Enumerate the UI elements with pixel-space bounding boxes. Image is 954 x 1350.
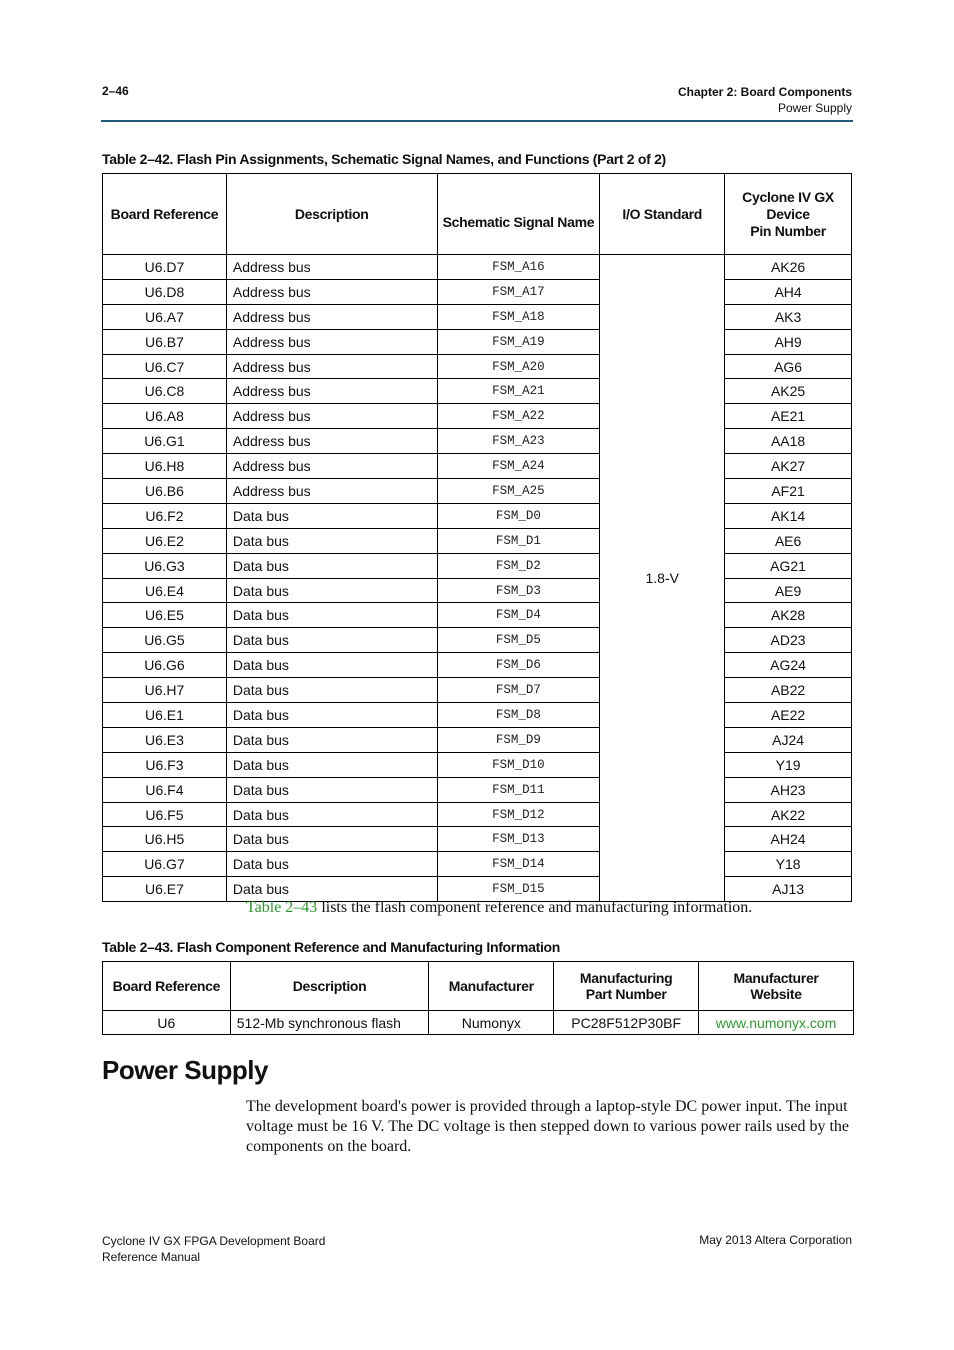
table-row: [103, 578, 852, 603]
cell-manufacturer: Numonyx: [429, 1011, 554, 1035]
cell-description: Address bus: [226, 354, 437, 379]
cell-board-reference: U6.G5: [103, 628, 227, 653]
cell-description: Data bus: [226, 628, 437, 653]
power-supply-paragraph: The development board's power is provided through a laptop-style DC power input. The input voltage must be 16 V. The DC voltage is then stepped down to various power rails used by the components on the board.: [246, 1098, 850, 1155]
table-row: [103, 703, 852, 728]
cell-pin-number: AJ24: [725, 727, 852, 752]
cell-description: Data bus: [226, 528, 437, 553]
table-row: [103, 404, 852, 429]
cell-pin-number: AK25: [725, 379, 852, 404]
section-title: Power Supply: [777, 101, 852, 115]
cell-signal-name: FSM_D10: [437, 752, 600, 777]
cell-board-reference: U6.C7: [103, 354, 227, 379]
table-row: [103, 653, 852, 678]
th-io-standard: I/O Standard: [600, 174, 725, 255]
running-header: [678, 84, 852, 116]
cell-pin-number: AD23: [725, 628, 852, 653]
th-board-reference: Board Reference: [103, 174, 227, 255]
cell-signal-name: FSM_D3: [437, 578, 600, 603]
cell-pin-number: AH24: [725, 827, 852, 852]
cell-signal-name: FSM_D9: [437, 727, 600, 752]
cell-board-reference: U6.E7: [103, 877, 227, 902]
table-row: [103, 877, 852, 902]
table43-header-row: [103, 962, 854, 1011]
cell-signal-name: FSM_D12: [437, 802, 600, 827]
cell-board-reference: U6.A7: [103, 304, 227, 329]
table-row: [103, 553, 852, 578]
table42-caption: Table 2–42. Flash Pin Assignments, Schematic Signal Names, and Functions (Part 2 of 2): [102, 151, 666, 167]
cell-description: Data bus: [226, 852, 437, 877]
cell-description: Data bus: [226, 503, 437, 528]
footer-doc-title: Cyclone IV GX FPGA Development Board: [102, 1234, 326, 1248]
cell-description: Address bus: [226, 279, 437, 304]
cell-pin-number: AE22: [725, 703, 852, 728]
cell-pin-number: AE21: [725, 404, 852, 429]
table-row: [103, 454, 852, 479]
cell-pin-number: AF21: [725, 479, 852, 504]
cell-pin-number: AK26: [725, 255, 852, 280]
cell-board-reference: U6.E3: [103, 727, 227, 752]
cell-description: Data bus: [226, 603, 437, 628]
cell-signal-name: FSM_A20: [437, 354, 600, 379]
table42-header-row: [103, 174, 852, 255]
table43-row: [103, 1011, 854, 1035]
cell-description: Address bus: [226, 454, 437, 479]
table43-caption: Table 2–43. Flash Component Reference and Manufacturing Information: [102, 939, 561, 955]
cell-board-reference: U6.D8: [103, 279, 227, 304]
cell-description: Data bus: [226, 877, 437, 902]
cell-description: Data bus: [226, 703, 437, 728]
table-row: [103, 279, 852, 304]
th43-board-reference: Board Reference: [103, 962, 231, 1011]
cell-description: Address bus: [226, 304, 437, 329]
footer-right: May 2013 Altera Corporation: [699, 1233, 852, 1247]
cell-signal-name: FSM_D8: [437, 703, 600, 728]
cell-description: Data bus: [226, 827, 437, 852]
cell-pin-number: AE6: [725, 528, 852, 553]
cell-description: Data bus: [226, 802, 437, 827]
th43-web-line2: Website: [750, 986, 802, 1002]
th43-description: Description: [230, 962, 429, 1011]
table-row: [103, 379, 852, 404]
cell-signal-name: FSM_D4: [437, 603, 600, 628]
cell-board-reference: U6.F3: [103, 752, 227, 777]
table-row: [103, 479, 852, 504]
manufacturer-website-link[interactable]: www.numonyx.com: [699, 1011, 854, 1035]
table-row: [103, 777, 852, 802]
th43-website: [699, 962, 854, 1011]
cell-description: Address bus: [226, 379, 437, 404]
cell-pin-number: AK22: [725, 802, 852, 827]
cell-board-reference: U6.B7: [103, 329, 227, 354]
cell-pin-number: AK14: [725, 503, 852, 528]
footer-left: [102, 1233, 325, 1265]
cell-board-reference: U6.D7: [103, 255, 227, 280]
cell-description: Address bus: [226, 479, 437, 504]
cell-pin-number: AK3: [725, 304, 852, 329]
table-row: [103, 603, 852, 628]
cell-pin-number: AH4: [725, 279, 852, 304]
table-row: [103, 304, 852, 329]
power-supply-heading: Power Supply: [102, 1055, 268, 1085]
cell-board-reference: U6.H8: [103, 454, 227, 479]
cell-board-reference: U6.E5: [103, 603, 227, 628]
cell-board-reference: U6.E4: [103, 578, 227, 603]
flash-component-table: [102, 961, 854, 1035]
cell-board-reference: U6.H5: [103, 827, 227, 852]
th-pin-number: [725, 174, 852, 255]
cell-description: Data bus: [226, 727, 437, 752]
cell-board-reference: U6.E2: [103, 528, 227, 553]
cell-signal-name: FSM_A17: [437, 279, 600, 304]
cell-board-reference: U6.G7: [103, 852, 227, 877]
cell-board-reference: U6.C8: [103, 379, 227, 404]
cell-description: Address bus: [226, 404, 437, 429]
reference-text: lists the flash component reference and manufacturing information.: [317, 899, 753, 916]
cell-pin-number: AE9: [725, 578, 852, 603]
th43-part-line1: Manufacturing: [579, 970, 673, 986]
cell-board-reference: U6.A8: [103, 404, 227, 429]
cell-pin-number: Y18: [725, 852, 852, 877]
page-number: 2–46: [102, 84, 129, 98]
cell-signal-name: FSM_D15: [437, 877, 600, 902]
table-row: [103, 802, 852, 827]
th-description: Description: [226, 174, 437, 255]
cell-signal-name: FSM_A22: [437, 404, 600, 429]
cell-pin-number: AA18: [725, 429, 852, 454]
cell-signal-name: FSM_D5: [437, 628, 600, 653]
cell-signal-name: FSM_D13: [437, 827, 600, 852]
th-pin-line2: Device: [766, 205, 810, 222]
th43-web-line1: Manufacturer: [733, 970, 819, 986]
cell-description: Data bus: [226, 752, 437, 777]
cell-pin-number: AJ13: [725, 877, 852, 902]
table-row: [103, 827, 852, 852]
cell-board-reference: U6.F2: [103, 503, 227, 528]
cell-signal-name: FSM_D11: [437, 777, 600, 802]
cell-signal-name: FSM_A16: [437, 255, 600, 280]
cell-signal-name: FSM_A23: [437, 429, 600, 454]
cell-signal-name: FSM_D6: [437, 653, 600, 678]
cell-pin-number: AG24: [725, 653, 852, 678]
cell-pin-number: AK27: [725, 454, 852, 479]
header-rule: [101, 120, 853, 122]
cell-board-reference: U6.G1: [103, 429, 227, 454]
cell-signal-name: FSM_D7: [437, 678, 600, 703]
th-pin-line3: Pin Number: [750, 222, 826, 239]
th43-part-number: [554, 962, 699, 1011]
table-row: [103, 727, 852, 752]
cell-board-reference: U6.B6: [103, 479, 227, 504]
cell-signal-name: FSM_D0: [437, 503, 600, 528]
cell-board-reference: U6.F5: [103, 802, 227, 827]
cell-pin-number: AG21: [725, 553, 852, 578]
th-schematic-signal: Schematic Signal Name: [437, 174, 600, 255]
table-row: [103, 329, 852, 354]
table-row: [103, 852, 852, 877]
cell-description: Address bus: [226, 429, 437, 454]
cell-description: Address bus: [226, 329, 437, 354]
table-row: [103, 429, 852, 454]
cell-signal-name: FSM_A18: [437, 304, 600, 329]
table-row: [103, 503, 852, 528]
cell-signal-name: FSM_D2: [437, 553, 600, 578]
table-row: [103, 628, 852, 653]
cell-pin-number: AH9: [725, 329, 852, 354]
cell-description: Data bus: [226, 553, 437, 578]
table42-body: [103, 255, 852, 902]
cell-description: Data bus: [226, 578, 437, 603]
cell-part-number: PC28F512P30BF: [554, 1011, 699, 1035]
cell-board-reference: U6.G3: [103, 553, 227, 578]
cell-pin-number: Y19: [725, 752, 852, 777]
cell-description: Address bus: [226, 255, 437, 280]
th43-manufacturer: Manufacturer: [429, 962, 554, 1011]
th-pin-line1: Cyclone IV GX: [742, 188, 834, 205]
chapter-title: Chapter 2: Board Components: [677, 85, 852, 99]
cell-description: Data bus: [226, 678, 437, 703]
cell-board-reference: U6.F4: [103, 777, 227, 802]
cell-pin-number: AB22: [725, 678, 852, 703]
cell-signal-name: FSM_A21: [437, 379, 600, 404]
table-row: [103, 752, 852, 777]
table-2-43-link[interactable]: Table 2–43: [246, 899, 318, 916]
table-row: [103, 255, 852, 280]
cell-signal-name: FSM_D14: [437, 852, 600, 877]
cell-signal-name: FSM_A19: [437, 329, 600, 354]
cell-pin-number: AK28: [725, 603, 852, 628]
cell-pin-number: AG6: [725, 354, 852, 379]
cell-board-reference: U6.E1: [103, 703, 227, 728]
cell-io-standard: 1.8-V: [600, 255, 725, 902]
cell-pin-number: AH23: [725, 777, 852, 802]
cell-description: 512-Mb synchronous flash: [230, 1011, 429, 1035]
table-row: [103, 528, 852, 553]
cell-signal-name: FSM_D1: [437, 528, 600, 553]
table-row: [103, 354, 852, 379]
cell-signal-name: FSM_A24: [437, 454, 600, 479]
cell-signal-name: FSM_A25: [437, 479, 600, 504]
footer-doc-type: Reference Manual: [102, 1250, 201, 1264]
flash-pin-table: [102, 173, 852, 902]
table-row: [103, 678, 852, 703]
cell-board-reference: U6: [103, 1011, 231, 1035]
cell-description: Data bus: [226, 777, 437, 802]
cell-board-reference: U6.G6: [103, 653, 227, 678]
cell-description: Data bus: [226, 653, 437, 678]
table-reference-paragraph: [246, 899, 752, 917]
th43-part-line2: Part Number: [585, 986, 667, 1002]
cell-board-reference: U6.H7: [103, 678, 227, 703]
